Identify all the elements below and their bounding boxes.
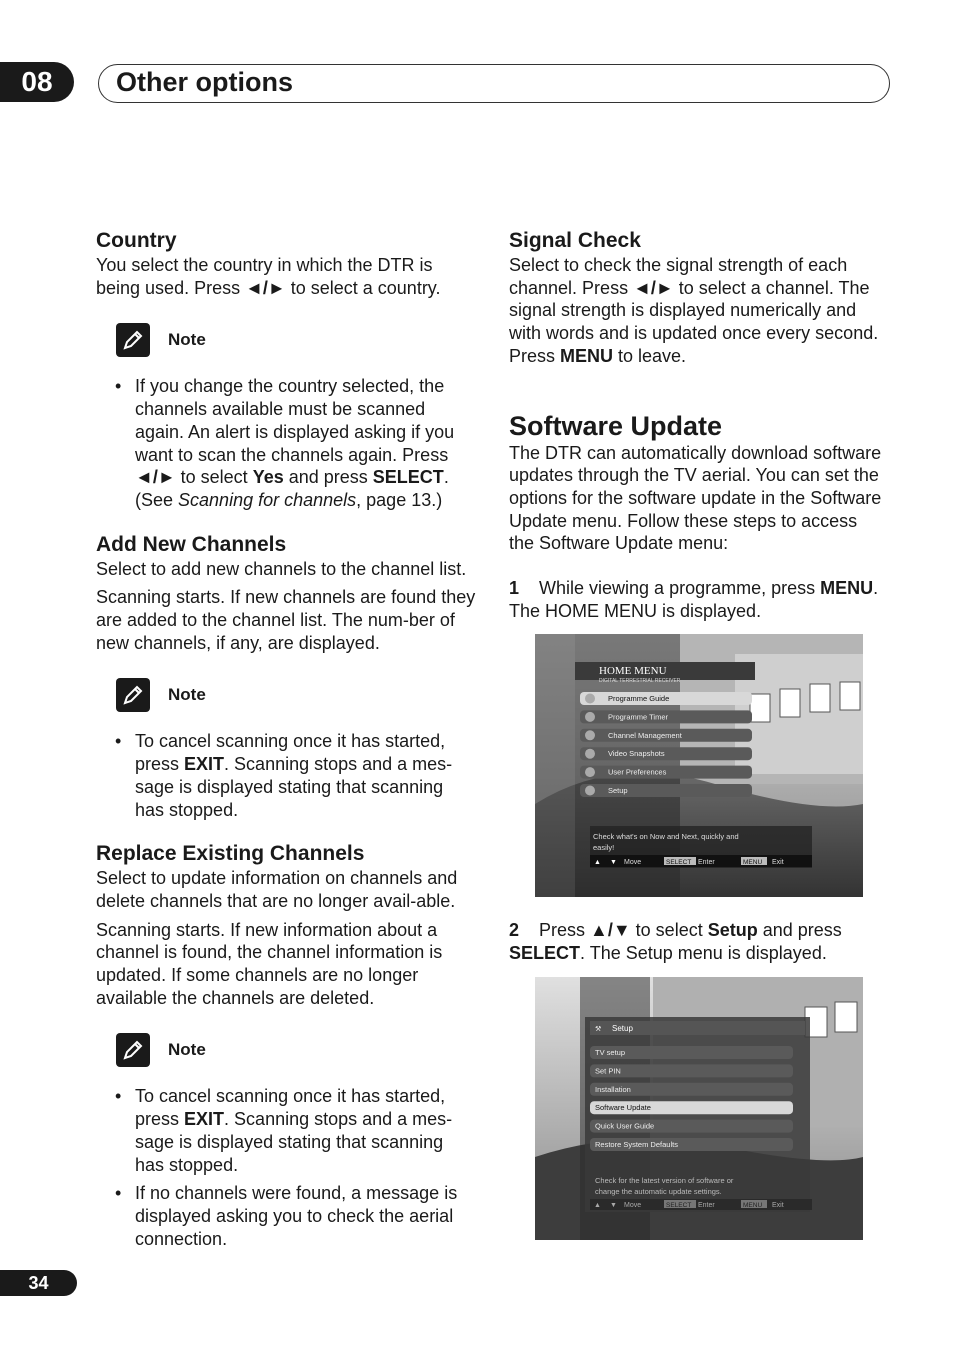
menu-item-icon [585, 786, 595, 796]
chapter-title: Other options [116, 67, 293, 97]
pencil-note-icon [116, 323, 150, 357]
menu-item-icon [585, 694, 595, 704]
screen-menu-item [580, 784, 752, 797]
screen-menu-item-label: TV setup [595, 1047, 626, 1057]
screen-subtitle: DIGITAL TERRESTRIAL RECEIVER [599, 678, 681, 685]
key-move: Move [624, 1201, 642, 1209]
pencil-note-icon [116, 678, 150, 712]
key-enter: Enter [698, 859, 715, 867]
software-update-text: The DTR can automatically download software updates through the TV aerial. You can set the options for the software update in the Software Update menu. Follow these steps to access the Software Update menu: [509, 442, 882, 554]
note-label: Note [168, 1040, 206, 1060]
note-box [116, 678, 476, 712]
screen-key-bar [590, 1199, 812, 1210]
screen-title: Setup [612, 1023, 633, 1033]
note-list [96, 1085, 476, 1250]
key-menu: MENU [743, 859, 763, 867]
chapter-number: 08 [0, 62, 74, 102]
replace-text-1: Select to update information on channels and delete channels that are no longer avail-able. [96, 868, 458, 911]
screen-key-bar [590, 855, 812, 867]
screen-menu-item-label: Quick User Guide [595, 1121, 655, 1131]
replace-text-2: Scanning starts. If new information about a channel is found, the channel information is updated. If some channels are no longer available the channels are deleted. [96, 919, 443, 1008]
arrow-up-key-icon: ▲ [594, 859, 601, 867]
screen-help-line-1: Check what's on Now and Next, quickly and [593, 832, 739, 842]
note-label: Note [168, 330, 206, 350]
add-new-text-2: Scanning starts. If new channels are found they are added to the channel list. The num-ber of new channels, if any, are displayed. [96, 587, 476, 653]
screen-help-line-2: change the automatic update settings. [595, 1186, 722, 1196]
menu-item-icon [585, 749, 595, 759]
key-select: SELECT [666, 1201, 692, 1209]
home-menu-screenshot [535, 634, 863, 897]
screen-menu-item-label: Set PIN [595, 1066, 621, 1076]
add-new-text-1: Select to add new channels to the channel list. [96, 558, 467, 579]
key-menu: MENU [743, 1201, 763, 1209]
screen-menu-item [580, 748, 752, 761]
screen-menu-item-label: Programme Guide [608, 694, 670, 704]
note-item: • If you change the country selected, the channels available must be scanned again. An alert is displayed asking if you want to scan the channels again. Press ◄/► to select Yes and press SELECT. (See Scanning for channels, page 13.) [135, 375, 476, 511]
screen-menu-item-label: User Preferences [608, 768, 667, 778]
heading-software-update: Software Update [509, 410, 723, 441]
arrow-up-key-icon: ▲ [594, 1201, 601, 1209]
signal-check-text: Select to check the signal strength of each channel. Press ◄/► to select a channel. The signal strength is displayed numerically and with words and is updated once every second. Press MENU to leave. [509, 255, 879, 366]
step-1: 1 While viewing a programme, press MENU. The HOME MENU is displayed. [509, 578, 879, 621]
note-item: • To cancel scanning once it has started, press EXIT. Scanning stops and a mes-sage is displayed stating that scanning has stopped. [135, 1085, 476, 1176]
key-select: SELECT [666, 859, 692, 867]
screen-menu-item-label: Software Update [595, 1103, 651, 1113]
note-box [116, 323, 476, 357]
menu-item-icon [585, 731, 595, 741]
arrow-down-key-icon: ▼ [610, 859, 617, 867]
wrench-icon: ⚒ [595, 1025, 602, 1033]
key-move: Move [624, 859, 642, 867]
note-item: • To cancel scanning once it has started, press EXIT. Scanning stops and a mes-sage is displayed stating that scanning has stopped. [135, 730, 476, 821]
screen-menu-item-label: Restore System Defaults [595, 1139, 678, 1149]
screen-title: HOME MENU [599, 665, 667, 678]
country-text: You select the country in which the DTR is being used. Press ◄/► to select a country. [96, 255, 441, 298]
screen-help-line-2: easily! [593, 843, 615, 853]
note-box [116, 1033, 476, 1067]
key-enter: Enter [698, 1201, 715, 1209]
key-exit: Exit [772, 1201, 784, 1209]
right-column [509, 228, 884, 1240]
note-list [96, 730, 476, 821]
note-list [96, 375, 476, 511]
heading-country: Country [96, 229, 177, 252]
screen-help-line-1: Check for the latest version of software or [595, 1175, 734, 1185]
pencil-note-icon [116, 1033, 150, 1067]
screen-menu-item-label: Channel Management [608, 731, 682, 741]
screen-menu-item-label: Programme Timer [608, 712, 669, 722]
step-2: 2 Press ▲/▼ to select Setup and press SELECT. The Setup menu is displayed. [509, 920, 842, 964]
screen-menu-item-label: Video Snapshots [608, 749, 665, 759]
screen-menu-item-label: Setup [608, 786, 628, 796]
arrow-down-key-icon: ▼ [610, 1201, 617, 1209]
menu-item-icon [585, 768, 595, 778]
setup-menu-screenshot [535, 977, 863, 1240]
left-column [96, 228, 476, 1256]
heading-add-new-channels: Add New Channels [96, 532, 287, 556]
key-exit: Exit [772, 859, 784, 867]
menu-item-icon [585, 712, 595, 722]
heading-replace-existing-channels: Replace Existing Channels [96, 842, 365, 866]
heading-signal-check: Signal Check [509, 229, 641, 252]
note-item: • If no channels were found, a message is displayed asking you to check the aerial connection. [135, 1182, 476, 1250]
page-number: 34 [0, 1270, 77, 1296]
screen-menu-item-label: Installation [595, 1084, 631, 1094]
note-label: Note [168, 685, 206, 705]
